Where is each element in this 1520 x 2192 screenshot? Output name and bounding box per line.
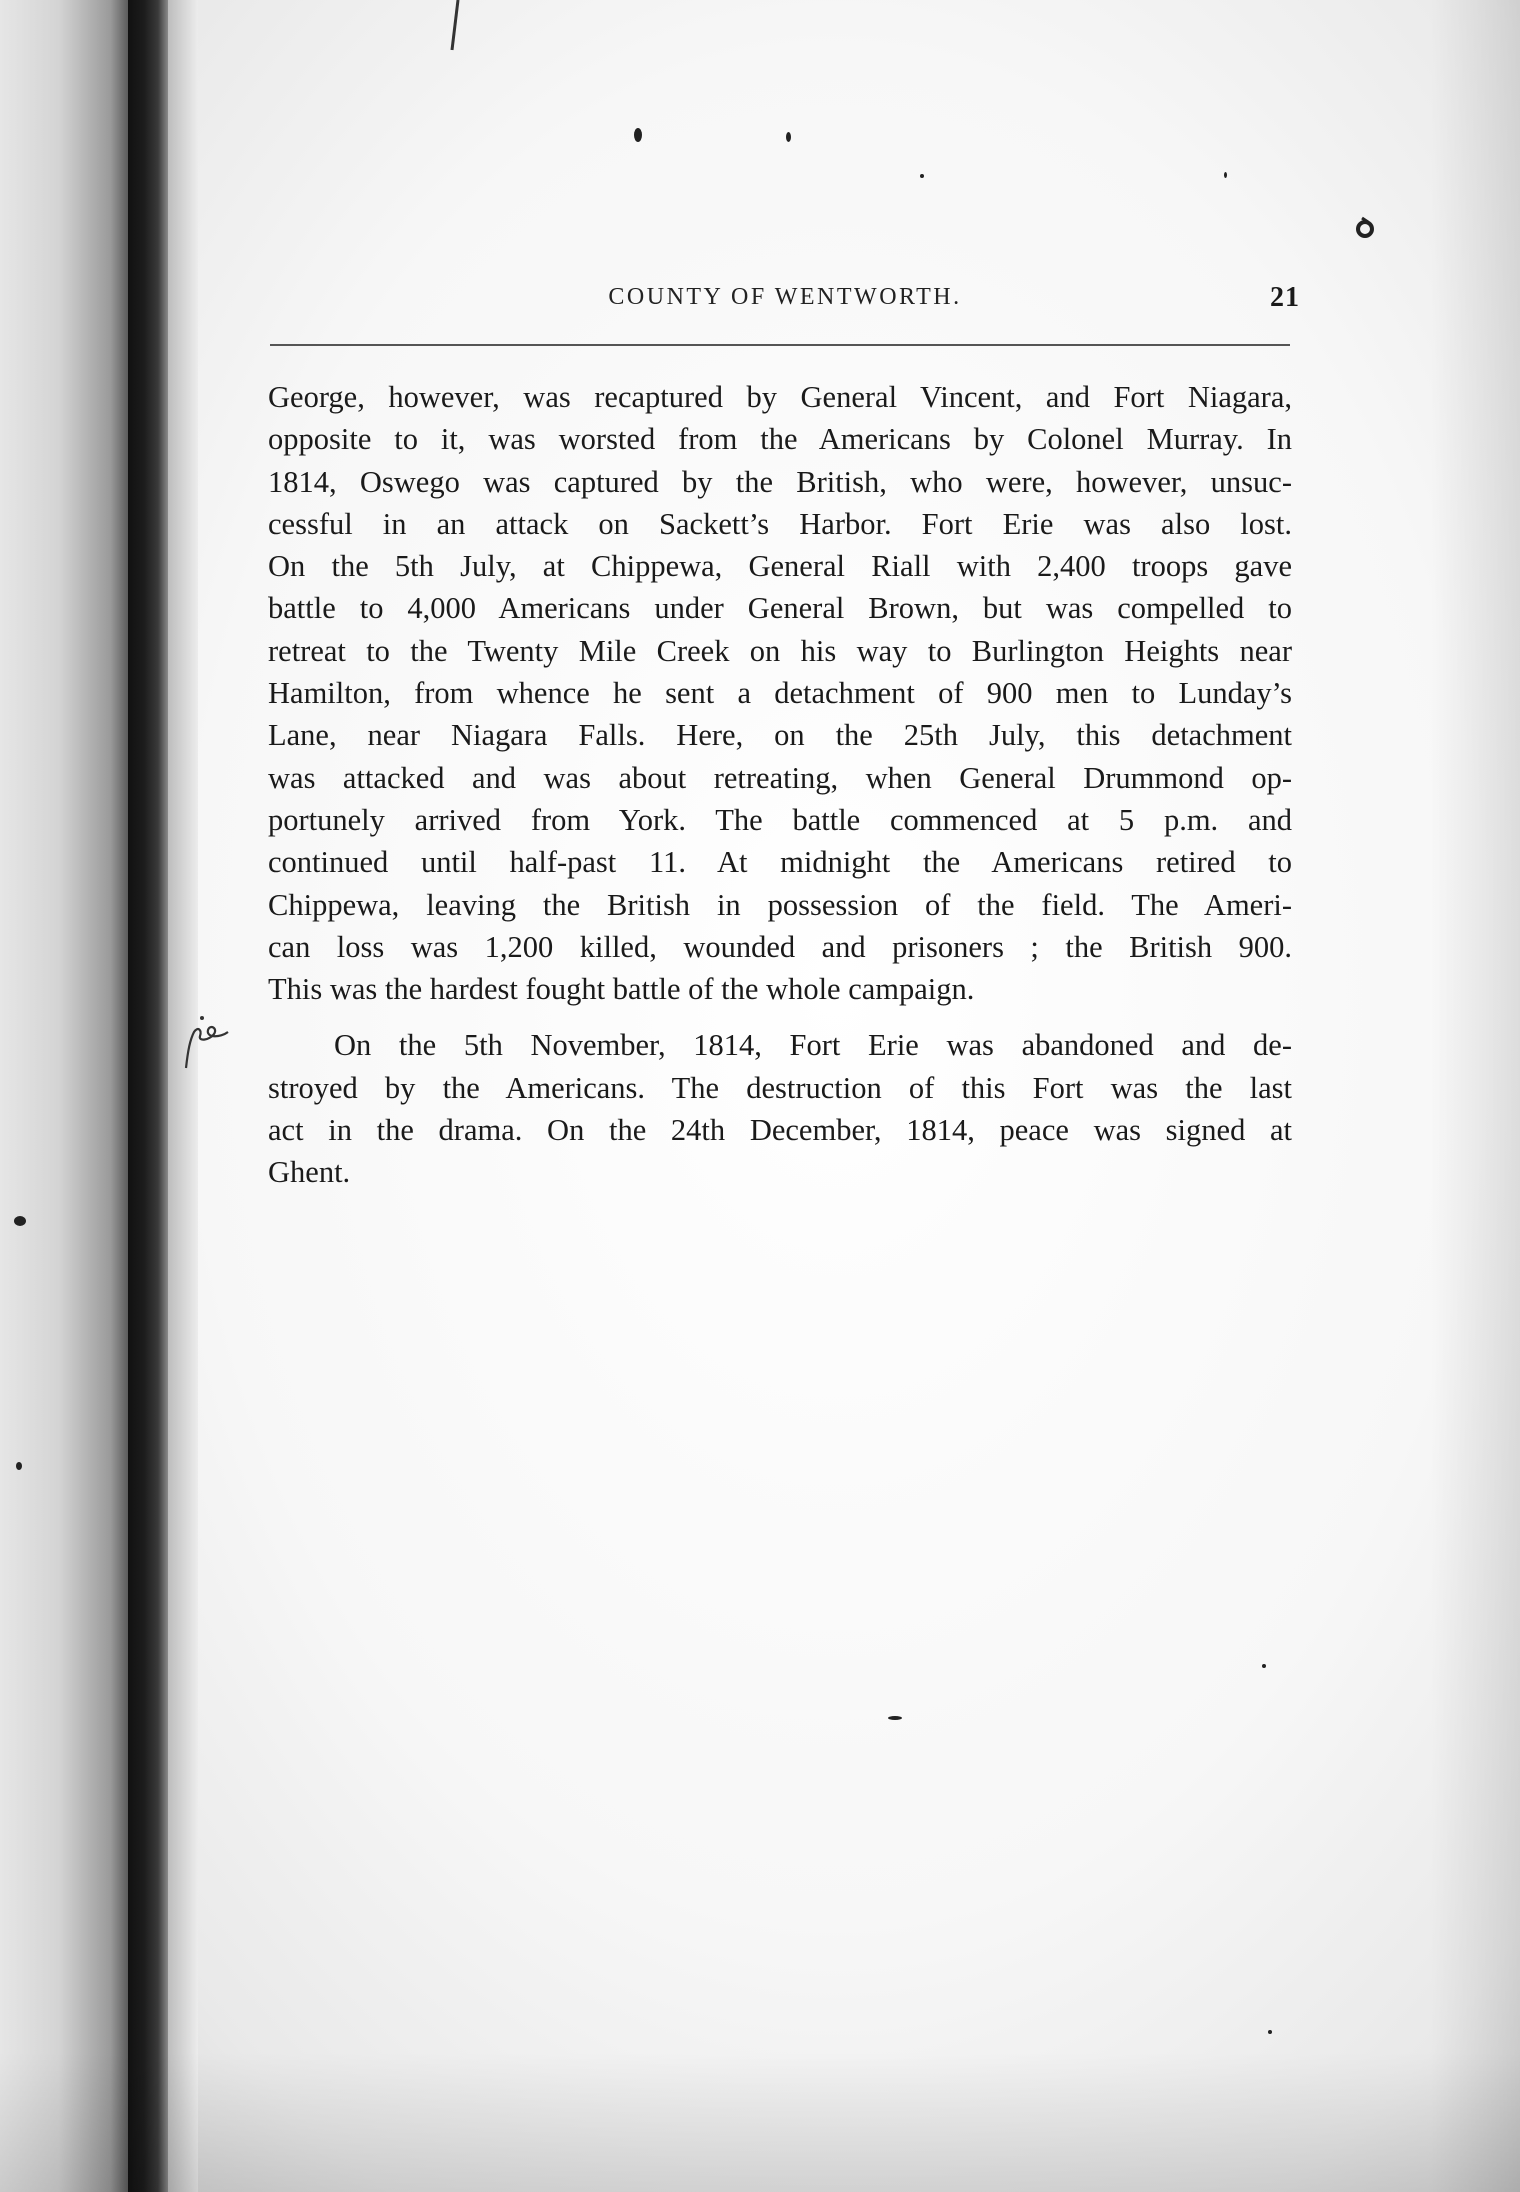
- ink-speck: [1262, 1664, 1266, 1668]
- ink-speck: [14, 1216, 26, 1226]
- running-header: [270, 284, 1300, 324]
- ink-speck: [16, 1462, 22, 1470]
- ink-speck: [1268, 2030, 1272, 2034]
- header-rule: [270, 344, 1290, 346]
- text-line: This was the hardest fought battle of the whole campaign.: [268, 972, 975, 1007]
- book-spine-edge: [128, 0, 168, 2192]
- ink-speck: [786, 132, 791, 142]
- paragraph: [268, 1024, 1292, 1193]
- text-line: opposite to it, was worsted from the Americans by Colonel Murray. In: [268, 422, 1292, 457]
- running-title: COUNTY OF WENTWORTH.: [608, 284, 962, 310]
- text-line: can loss was 1,200 killed, wounded and prisoners ; the British 900.: [268, 929, 1292, 964]
- text-line: battle to 4,000 Americans under General Brown, but was compelled to: [268, 591, 1292, 626]
- text-line: was attacked and was about retreating, when General Drummond op-: [268, 760, 1292, 795]
- text-line: George, however, was recaptured by General Vincent, and Fort Niagara,: [268, 380, 1292, 414]
- ink-speck: [888, 1716, 902, 1720]
- corner-ink-mark: [1350, 212, 1380, 242]
- text-line: cessful in an attack on Sackett’s Harbor. Fort Erie was also lost.: [268, 506, 1292, 541]
- page-number: 21: [1270, 282, 1300, 313]
- text-line: On the 5th July, at Chippewa, General Riall with 2,400 troops gave: [268, 549, 1292, 584]
- text-line: stroyed by the Americans. The destruction of this Fort was the last: [268, 1070, 1292, 1105]
- text-line: Hamilton, from whence he sent a detachment of 900 men to Lunday’s: [268, 676, 1292, 711]
- text-line: retreat to the Twenty Mile Creek on his way to Burlington Heights near: [268, 633, 1292, 668]
- text-line: On the 5th November, 1814, Fort Erie was abandoned and de-: [334, 1028, 1292, 1063]
- binding-shadow: [0, 0, 130, 2192]
- text-line: 1814, Oswego was captured by the British, who were, however, unsuc-: [268, 464, 1292, 499]
- body-text: [268, 376, 1292, 1194]
- scratch-mark: [444, 0, 474, 60]
- text-line: portunely arrived from York. The battle commenced at 5 p.m. and: [268, 802, 1292, 837]
- paragraph: [268, 376, 1292, 1010]
- bottom-edge-shading: [0, 2052, 1520, 2192]
- text-line: Lane, near Niagara Falls. Here, on the 25th July, this detachment: [268, 718, 1292, 753]
- page-gutter: [168, 0, 198, 2192]
- ink-speck: [920, 174, 924, 178]
- text-line: Chippewa, leaving the British in possession of the field. The Ameri-: [268, 887, 1292, 922]
- paragraph-gap: [268, 1010, 1292, 1024]
- text-line: continued until half-past 11. At midnight the Americans retired to: [268, 845, 1292, 880]
- ink-speck: [1224, 172, 1227, 178]
- handwritten-margin-mark: [180, 1010, 240, 1070]
- text-line: act in the drama. On the 24th December, 1814, peace was signed at: [268, 1113, 1292, 1148]
- text-line: Ghent.: [268, 1155, 351, 1190]
- ink-speck: [634, 128, 642, 142]
- right-edge-shading: [1430, 0, 1520, 2192]
